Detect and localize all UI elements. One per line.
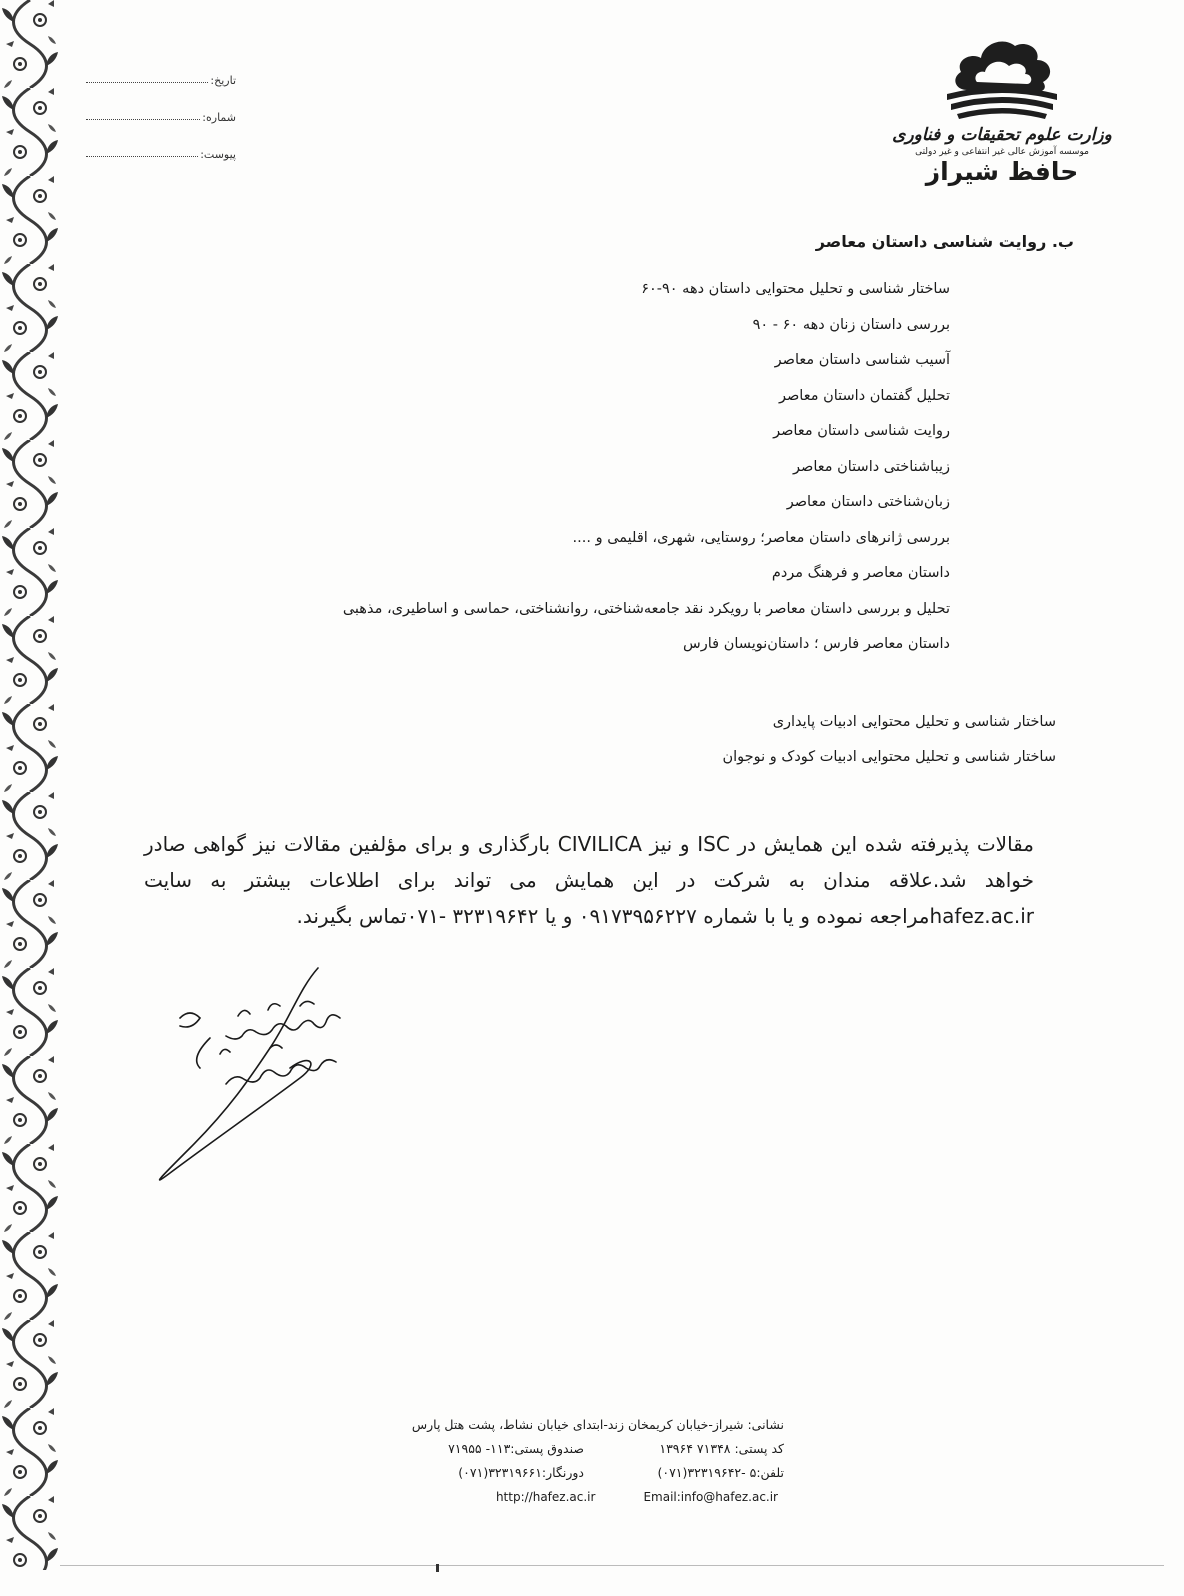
website-link[interactable]: http://hafez.ac.ir <box>495 1490 596 1504</box>
attachment-label: پیوست: <box>200 148 236 161</box>
section-heading: ب. روایت شناسی داستان معاصر <box>815 232 1074 251</box>
list-item: داستان معاصر و فرهنگ مردم <box>771 565 950 581</box>
postal-row <box>354 1437 784 1461</box>
contact-row <box>354 1461 784 1485</box>
list-item: تحلیل گفتمان داستان معاصر <box>778 387 950 404</box>
list-item: داستان معاصر فارس ؛ داستان‌نویسان فارس <box>683 636 950 652</box>
notice-paragraph: مقالات پذیرفته شده این همایش در ISC و نیز CIVILICA بارگذاری و برای مؤلفین مقالات نیز گواهی صادر خواهد شد.علاقه مندان به شرکت در این همایش می تواند برای اطلاعات بیشتر به سایت hafez.ac.irمراجعه نموده و یا با شماره ۰۹۱۷۳۹۵۶۲۲۷ و یا ۳۲۳۱۹۶۴۲ -۰۷۱تماس بگیرند. <box>144 832 1034 928</box>
list-item: زیباشناختی داستان معاصر <box>793 458 950 475</box>
institute-header <box>882 28 1122 186</box>
list-item: ساختار شناسی و تحلیل محتوایی داستان دهه ۹۰-۶۰ <box>641 281 950 297</box>
letter-footer <box>354 1413 784 1509</box>
fax: دورنگار:۳۲۳۱۹۶۶۱(۰۷۱) <box>458 1465 584 1480</box>
postal-code: کد پستی: ۷۱۳۴۸ ۱۳۹۶۴ <box>659 1441 784 1456</box>
institute-logo-icon <box>927 28 1077 123</box>
attachment-field <box>86 124 236 161</box>
letter-meta-fields <box>86 50 236 161</box>
institute-type: موسسه آموزش عالی غیر انتفاعی و غیر دولتی <box>915 147 1089 157</box>
list-item: آسیب شناسی داستان معاصر <box>774 352 950 368</box>
date-field <box>86 50 236 87</box>
list-item: زبان‌شناختی داستان معاصر <box>786 494 950 510</box>
handwritten-signature <box>150 958 350 1188</box>
list-item: روایت شناسی داستان معاصر <box>773 423 950 439</box>
date-label: تاریخ: <box>210 74 236 87</box>
number-field <box>86 87 236 124</box>
list-item: تحلیل و بررسی داستان معاصر با رویکرد نقد جامعه‌شناختی، روانشناختی، حماسی و اساطیری، مذهبی <box>342 600 950 617</box>
phone: تلفن:۵ -۳۲۳۱۹۶۴۲(۰۷۱) <box>657 1465 784 1480</box>
bottom-rule <box>60 1565 1164 1566</box>
address-line: نشانی: شیراز-خیابان کریمخان زند-ابتدای خیابان نشاط، پشت هتل پارس <box>411 1417 784 1432</box>
topic-list <box>250 272 950 663</box>
list-item: بررسی داستان زنان دهه ۶۰ - ۹۰ <box>752 316 950 333</box>
footer-links <box>354 1485 778 1509</box>
po-box: صندوق پستی:۱۱۳- ۷۱۹۵۵ <box>448 1441 584 1456</box>
number-label: شماره: <box>202 111 236 124</box>
floral-border-decoration <box>0 0 60 1570</box>
dotted-line <box>86 107 200 120</box>
extra-topic-list <box>356 705 1056 775</box>
bottom-mark <box>436 1564 439 1572</box>
list-item: بررسی ژانرهای داستان معاصر؛ روستایی، شهری، اقلیمی و .... <box>572 529 950 546</box>
list-item: ساختار شناسی و تحلیل محتوایی ادبیات کودک و نوجوان <box>722 749 1056 765</box>
email-link[interactable]: Email:info@hafez.ac.ir <box>643 1490 778 1504</box>
dotted-line <box>86 144 198 157</box>
ministry-title: وزارت علوم تحقیقات و فناوری <box>892 125 1112 145</box>
institute-name: حافظ شیراز <box>925 157 1079 186</box>
dotted-line <box>86 70 208 83</box>
list-item: ساختار شناسی و تحلیل محتوایی ادبیات پایداری <box>772 714 1056 730</box>
